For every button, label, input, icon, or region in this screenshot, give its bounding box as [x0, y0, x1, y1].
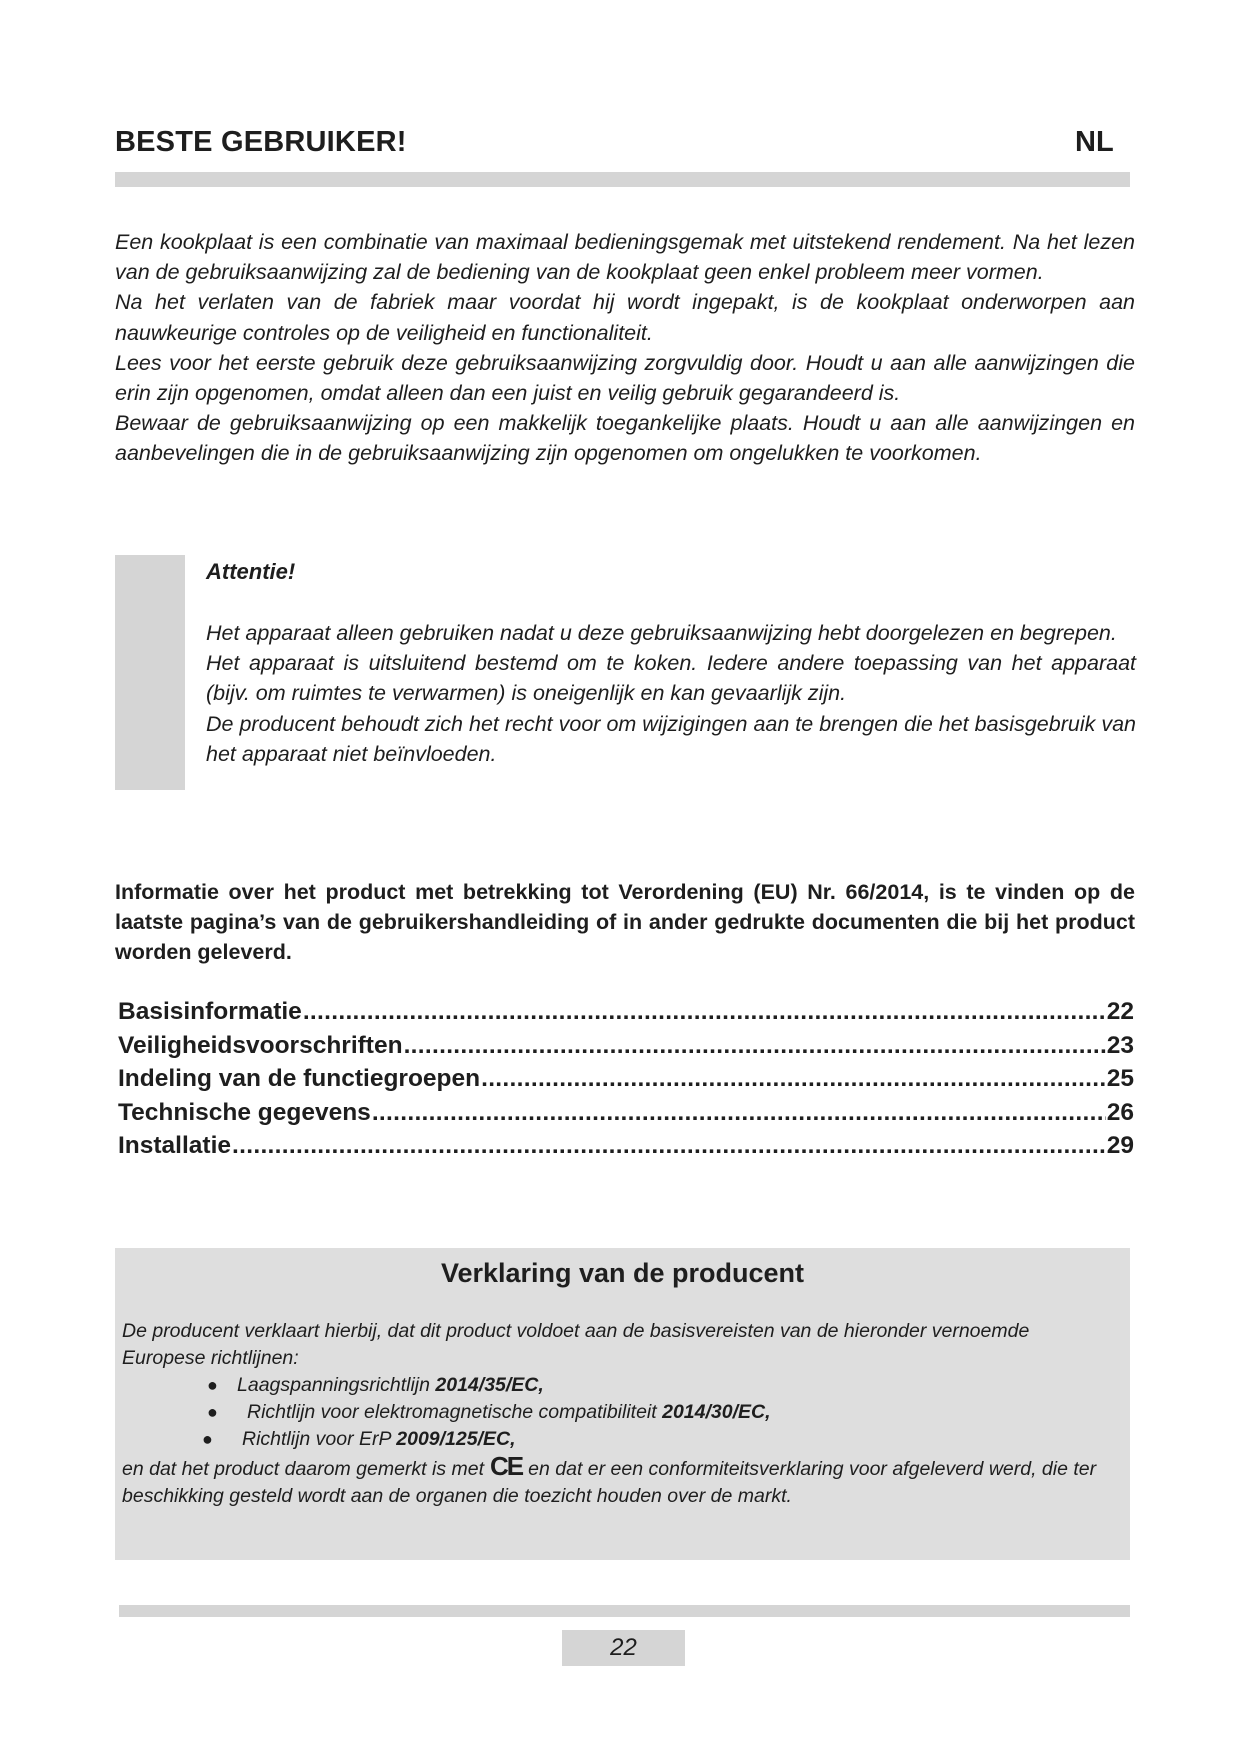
directive-item: ● Richtlijn voor ErP 2009/125/EC, — [122, 1426, 1112, 1453]
regulation-info: Informatie over het product met betrekking tot Verordening (EU) Nr. 66/2014, is te vinden op de laatste pagina’s van de gebruikershandleiding of in ander gedrukte documenten die bij het product worden geleverd. — [115, 880, 1135, 964]
toc-entry[interactable] — [118, 1099, 1134, 1133]
bullet-icon: ● — [202, 1429, 213, 1449]
toc-page: 26 — [1106, 1098, 1134, 1126]
directive-code: 2014/30/EC, — [662, 1401, 771, 1423]
attention-title: Attentie! — [206, 559, 296, 584]
toc-leader — [481, 1065, 1106, 1093]
declaration-outro: en dat het product daarom gemerkt is met CE en dat er een conformiteitsverklaring voor afgeleverd werd, die ter beschikking gesteld wordt aan de organen die toezicht houden over de markt. — [122, 1451, 1097, 1507]
toc-leader — [372, 1099, 1106, 1127]
attention-text — [206, 618, 1136, 769]
toc-entry[interactable] — [118, 1132, 1134, 1166]
bullet-icon: ● — [207, 1375, 218, 1395]
header-divider — [115, 172, 1130, 187]
toc-entry[interactable] — [118, 1065, 1134, 1099]
bullet-icon: ● — [207, 1402, 218, 1422]
directive-item: ● Laagspanningsrichtlijn 2014/35/EC, — [122, 1372, 1112, 1399]
directive-code: 2014/35/EC, — [435, 1374, 544, 1396]
intro-paragraph: Bewaar de gebruiksaanwijzing op een makkelijk toegankelijke plaats. Houdt u aan alle aanwijzingen en aanbevelingen die in de gebruiksaanwijzing zijn opgenomen om ongelukken te voorkomen. — [115, 411, 1135, 466]
language-code: NL — [1075, 126, 1114, 158]
toc-title: Technische gegevens — [118, 1098, 371, 1126]
declaration-title: Verklaring van de producent — [440, 1258, 805, 1288]
attention-paragraph: De producent behoudt zich het recht voor om wijzigingen aan te brengen die het basisgebruik van het apparaat niet beïnvloeden. — [206, 711, 1136, 766]
ce-mark-icon: CE — [490, 1451, 523, 1481]
toc-page: 22 — [1106, 998, 1134, 1025]
page-title: BESTE GEBRUIKER! — [115, 126, 407, 158]
footer-divider — [119, 1605, 1130, 1617]
intro-paragraph: Lees voor het eerste gebruik deze gebruiksaanwijzing zorgvuldig door. Houdt u aan alle aanwijzingen die erin zijn opgenomen, omdat alleen dan een juist en veilig gebruik gegarandeerd is. — [115, 350, 1135, 406]
toc-entry[interactable] — [118, 998, 1134, 1032]
toc-title: Indeling van de functiegroepen — [118, 1065, 481, 1092]
toc-page: 25 — [1106, 1065, 1134, 1092]
attention-paragraph: Het apparaat alleen gebruiken nadat u deze gebruiksaanwijzing hebt doorgelezen en begrepen. — [206, 621, 1117, 645]
directive-item: ● Richtlijn voor elektromagnetische compatibiliteit 2014/30/EC, — [122, 1399, 1112, 1426]
attention-marker — [115, 555, 185, 790]
page-number: 22 — [610, 1634, 637, 1661]
toc-title: Veiligheidsvoorschriften — [118, 1031, 403, 1059]
toc-leader — [303, 998, 1106, 1026]
declaration-text — [122, 1318, 1112, 1510]
toc-page: 23 — [1106, 1031, 1134, 1059]
toc-page: 29 — [1106, 1132, 1134, 1159]
declaration-intro: De producent verklaart hierbij, dat dit product voldoet aan de basisvereisten van de hieronder vernoemde Europese richtlijnen: — [122, 1320, 1030, 1369]
toc-leader — [232, 1132, 1106, 1160]
table-of-contents — [118, 998, 1134, 1166]
intro-text — [115, 227, 1135, 469]
intro-paragraph: Een kookplaat is een combinatie van maximaal bedieningsgemak met uitstekend rendement. Na het lezen van de gebruiksaanwijzing zal de bediening van de kookplaat geen enkel probleem meer vormen. — [115, 230, 1135, 285]
toc-entry[interactable] — [118, 1032, 1134, 1066]
directive-code: 2009/125/EC, — [396, 1428, 516, 1450]
toc-title: Basisinformatie — [118, 998, 302, 1025]
attention-paragraph: Het apparaat is uitsluitend bestemd om te koken. Iedere andere toepassing van het apparaat (bijv. om ruimtes te verwarmen) is oneigenlijk en kan gevaarlijk zijn. — [206, 651, 1136, 706]
toc-leader — [404, 1032, 1106, 1060]
toc-title: Installatie — [118, 1132, 232, 1159]
intro-paragraph: Na het verlaten van de fabriek maar voordat hij wordt ingepakt, is de kookplaat onderworpen aan nauwkeurige controles op de veiligheid en functionaliteit. — [115, 290, 1135, 345]
